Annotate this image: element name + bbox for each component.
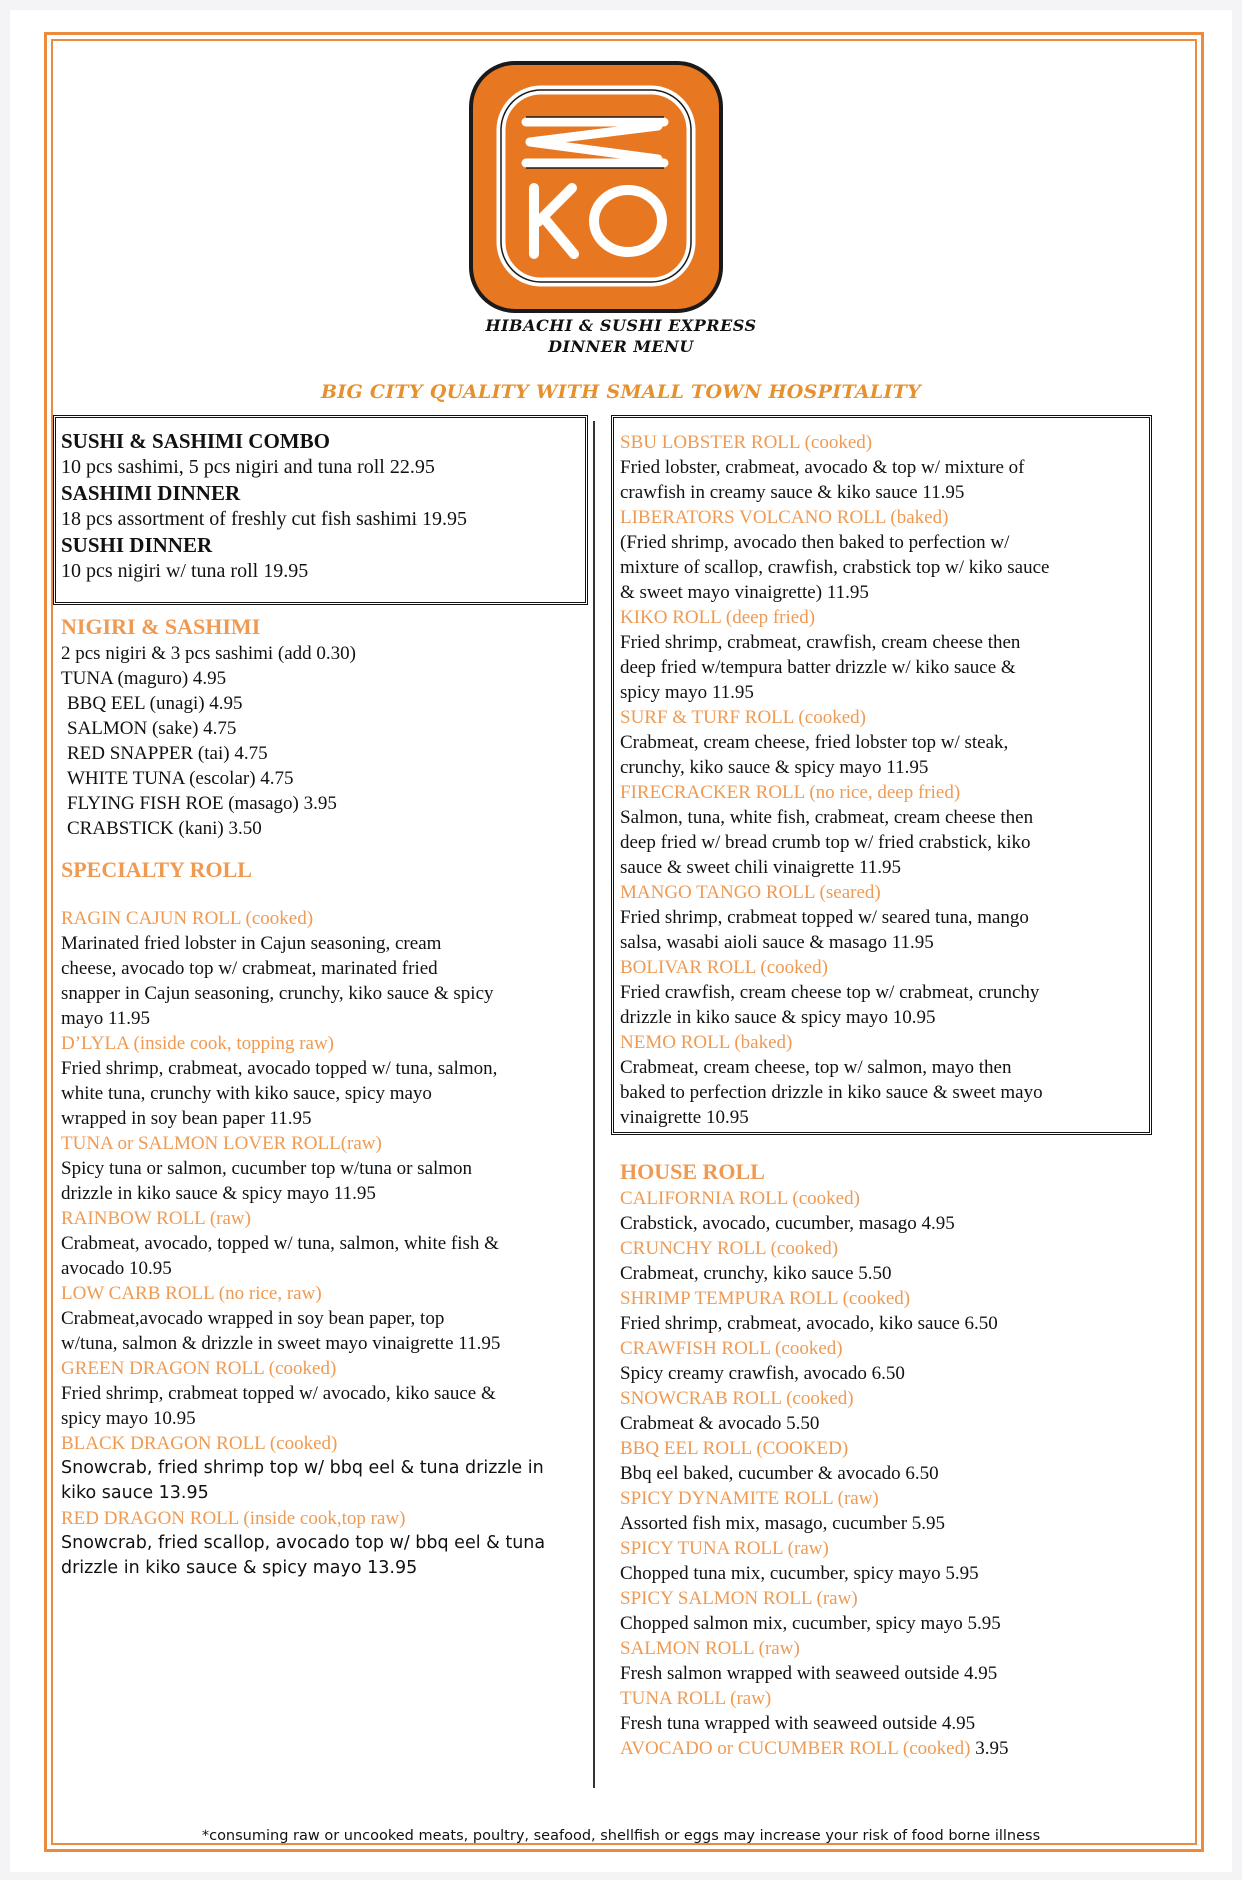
item-desc: Spicy creamy crawfish, avocado 6.50 — [620, 1363, 905, 1384]
item-name: RAINBOW ROLL (raw) — [61, 1208, 251, 1229]
item-desc: Crabmeat, crunchy, kiko sauce 5.50 — [620, 1263, 892, 1284]
item-desc: Fried shrimp, crabmeat, crawfish, cream cheese then — [620, 632, 1021, 653]
item-desc: mayo 11.95 — [61, 1008, 151, 1029]
column-divider — [593, 421, 595, 1788]
combo-title: SUSHI & SASHIMI COMBO — [61, 429, 330, 453]
item-desc: spicy mayo 10.95 — [61, 1408, 196, 1429]
item-desc: Fresh salmon wrapped with seaweed outside 4.95 — [620, 1663, 998, 1684]
item-name: TUNA or SALMON LOVER ROLL(raw) — [61, 1133, 382, 1154]
item-desc: & sweet mayo vinaigrette) 11.95 — [620, 582, 869, 603]
item-name: AVOCADO or CUCUMBER ROLL (cooked) — [620, 1738, 971, 1759]
item-name: CRAWFISH ROLL (cooked) — [620, 1338, 843, 1359]
nigiri-heading: NIGIRI & SASHIMI — [61, 614, 261, 639]
item-name: SPICY TUNA ROLL (raw) — [620, 1538, 829, 1559]
item-desc: vinaigrette 10.95 — [620, 1107, 749, 1128]
item-desc: sauce & sweet chili vinaigrette 11.95 — [620, 857, 902, 878]
item-desc: Fresh tuna wrapped with seaweed outside 4.95 — [620, 1713, 976, 1734]
item-desc: Fried shrimp, crabmeat topped w/ avocado, kiko sauce & — [61, 1383, 496, 1404]
item-name: SURF & TURF ROLL (cooked) — [620, 707, 866, 728]
item-desc: Chopped salmon mix, cucumber, spicy mayo 5.95 — [620, 1613, 1001, 1634]
item-desc: Marinated fried lobster in Cajun seasoning, cream — [61, 933, 442, 954]
combo-desc: 10 pcs sashimi, 5 pcs nigiri and tuna roll 22.95 — [61, 456, 435, 478]
item-name: RED DRAGON ROLL (inside cook,top raw) — [61, 1508, 406, 1529]
item-desc: wrapped in soy bean paper 11.95 — [61, 1108, 312, 1129]
item-desc: w/tuna, salmon & drizzle in sweet mayo vinaigrette 11.95 — [61, 1333, 501, 1354]
item-desc: crawfish in creamy sauce & kiko sauce 11.95 — [620, 482, 965, 503]
house-column — [620, 1158, 1170, 1761]
item-desc: Snowcrab, fried shrimp top w/ bbq eel & tuna drizzle in — [61, 1458, 544, 1478]
item-name: LIBERATORS VOLCANO ROLL (baked) — [620, 507, 949, 528]
combo-title: SUSHI DINNER — [61, 533, 213, 557]
nigiri-note: 2 pcs nigiri & 3 pcs sashimi (add 0.30) — [61, 643, 356, 664]
nigiri-item: BBQ EEL (unagi) 4.95 — [67, 693, 243, 714]
specials-list — [620, 430, 1148, 1130]
item-name: KIKO ROLL (deep fried) — [620, 607, 816, 628]
item-name: LOW CARB ROLL (no rice, raw) — [61, 1283, 322, 1304]
left-column — [61, 613, 581, 1581]
item-desc: Crabmeat & avocado 5.50 — [620, 1413, 820, 1434]
menu-title: DINNER MENU — [548, 337, 694, 356]
item-name: SPICY DYNAMITE ROLL (raw) — [620, 1488, 879, 1509]
item-name: SNOWCRAB ROLL (cooked) — [620, 1388, 854, 1409]
item-desc: baked to perfection drizzle in kiko sauce & sweet mayo — [620, 1082, 1043, 1103]
item-desc: Salmon, tuna, white fish, crabmeat, cream cheese then — [620, 807, 1034, 828]
specialty-heading: SPECIALTY ROLL — [61, 857, 252, 882]
kiko-logo — [468, 60, 724, 314]
item-name: SPICY SALMON ROLL (raw) — [620, 1588, 858, 1609]
item-name: MANGO TANGO ROLL (seared) — [620, 882, 881, 903]
item-name: BBQ EEL ROLL (COOKED) — [620, 1438, 849, 1459]
item-desc: Spicy tuna or salmon, cucumber top w/tuna or salmon — [61, 1158, 473, 1179]
item-name: NEMO ROLL (baked) — [620, 1032, 793, 1053]
footnote: *consuming raw or uncooked meats, poultry, seafood, shellfish or eggs may increase your risk of food borne illness — [201, 1828, 1041, 1844]
combo-desc: 18 pcs assortment of freshly cut fish sashimi 19.95 — [61, 508, 468, 530]
item-name: CALIFORNIA ROLL (cooked) — [620, 1188, 860, 1209]
combo-desc: 10 pcs nigiri w/ tuna roll 19.95 — [61, 560, 309, 582]
item-name: RAGIN CAJUN ROLL (cooked) — [61, 908, 314, 929]
item-name: SBU LOBSTER ROLL (cooked) — [620, 432, 873, 453]
item-desc: Crabstick, avocado, cucumber, masago 4.95 — [620, 1213, 955, 1234]
nigiri-item: TUNA (maguro) 4.95 — [61, 668, 227, 689]
item-desc: Crabmeat, cream cheese, fried lobster top w/ steak, — [620, 732, 1009, 753]
slogan: BIG CITY QUALITY WITH SMALL TOWN HOSPITALITY — [320, 381, 922, 403]
item-desc: crunchy, kiko sauce & spicy mayo 11.95 — [620, 757, 929, 778]
item-desc: snapper in Cajun seasoning, crunchy, kiko sauce & spicy — [61, 983, 494, 1004]
specialty-list — [61, 906, 581, 1581]
combo-list — [61, 428, 586, 584]
item-name: BLACK DRAGON ROLL (cooked) — [61, 1433, 338, 1454]
item-desc: cheese, avocado top w/ crabmeat, marinated fried — [61, 958, 438, 979]
house-list — [620, 1186, 1170, 1736]
item-desc: Fried crawfish, cream cheese top w/ crabmeat, crunchy — [620, 982, 1040, 1003]
item-desc: Fried lobster, crabmeat, avocado & top w/ mixture of — [620, 457, 1025, 478]
item-desc: drizzle in kiko sauce & spicy mayo 13.95 — [61, 1558, 418, 1578]
item-desc: Chopped tuna mix, cucumber, spicy mayo 5.95 — [620, 1563, 979, 1584]
item-desc: (Fried shrimp, avocado then baked to perfection w/ — [620, 532, 1010, 553]
item-desc: Fried shrimp, crabmeat, avocado, kiko sauce 6.50 — [620, 1313, 998, 1334]
item-desc: Snowcrab, fried scallop, avocado top w/ bbq eel & tuna — [61, 1533, 546, 1553]
item-desc: Crabmeat, avocado, topped w/ tuna, salmon, white fish & — [61, 1233, 499, 1254]
combo-title: SASHIMI DINNER — [61, 481, 241, 505]
item-desc: avocado 10.95 — [61, 1258, 172, 1279]
item-desc: Assorted fish mix, masago, cucumber 5.95 — [620, 1513, 946, 1534]
nigiri-item: WHITE TUNA (escolar) 4.75 — [67, 768, 294, 789]
nigiri-item: FLYING FISH ROE (masago) 3.95 — [67, 793, 337, 814]
nigiri-item: CRABSTICK (kani) 3.50 — [67, 818, 262, 839]
item-desc: white tuna, crunchy with kiko sauce, spicy mayo — [61, 1083, 432, 1104]
item-desc: mixture of scallop, crawfish, crabstick top w/ kiko sauce — [620, 557, 1050, 578]
item-desc: deep fried w/ bread crumb top w/ fried crabstick, kiko — [620, 832, 1031, 853]
restaurant-subtitle: HIBACHI & SUSHI EXPRESS — [485, 316, 757, 335]
item-price: 3.95 — [970, 1738, 1009, 1759]
item-desc: drizzle in kiko sauce & spicy mayo 10.95 — [620, 1007, 936, 1028]
item-desc: kiko sauce 13.95 — [61, 1483, 209, 1503]
item-desc: deep fried w/tempura batter drizzle w/ kiko sauce & — [620, 657, 1016, 678]
item-desc: salsa, wasabi aioli sauce & masago 11.95 — [620, 932, 934, 953]
item-desc: spicy mayo 11.95 — [620, 682, 754, 703]
menu-page — [10, 10, 1232, 1872]
menu-item — [620, 1736, 1170, 1761]
item-name: D’LYLA (inside cook, topping raw) — [61, 1033, 335, 1054]
item-desc: Bbq eel baked, cucumber & avocado 6.50 — [620, 1463, 939, 1484]
item-name: GREEN DRAGON ROLL (cooked) — [61, 1358, 337, 1379]
item-desc: drizzle in kiko sauce & spicy mayo 11.95 — [61, 1183, 376, 1204]
item-name: SALMON ROLL (raw) — [620, 1638, 800, 1659]
item-desc: Crabmeat, cream cheese, top w/ salmon, mayo then — [620, 1057, 1012, 1078]
item-desc: Crabmeat,avocado wrapped in soy bean paper, top — [61, 1308, 445, 1329]
item-name: FIRECRACKER ROLL (no rice, deep fried) — [620, 782, 961, 803]
item-name: SHRIMP TEMPURA ROLL (cooked) — [620, 1288, 911, 1309]
house-heading: HOUSE ROLL — [620, 1159, 765, 1184]
item-desc: Fried shrimp, crabmeat, avocado topped w/ tuna, salmon, — [61, 1058, 498, 1079]
item-name: CRUNCHY ROLL (cooked) — [620, 1238, 839, 1259]
item-name: BOLIVAR ROLL (cooked) — [620, 957, 828, 978]
item-name: TUNA ROLL (raw) — [620, 1688, 772, 1709]
nigiri-item: RED SNAPPER (tai) 4.75 — [67, 743, 268, 764]
item-desc: Fried shrimp, crabmeat topped w/ seared tuna, mango — [620, 907, 1029, 928]
nigiri-item: SALMON (sake) 4.75 — [67, 718, 237, 739]
